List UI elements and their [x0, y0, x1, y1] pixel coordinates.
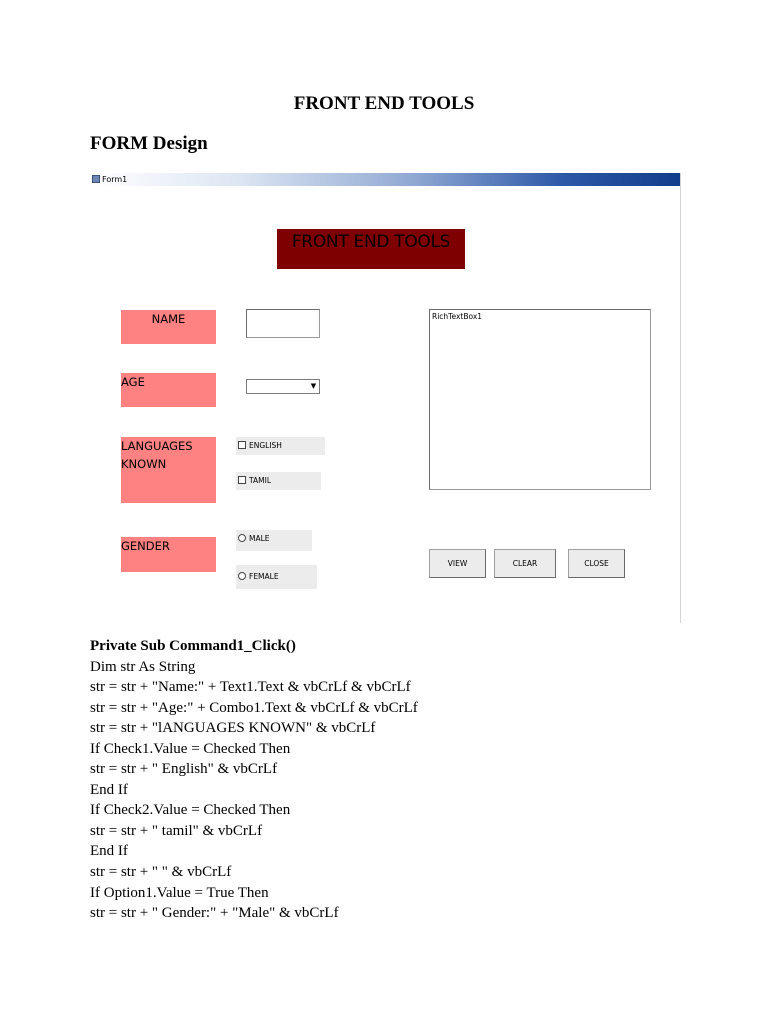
code-line: str = str + "Name:" + Text1.Text & vbCrLf & vbCrLf [90, 679, 411, 696]
checkbox-icon[interactable] [238, 476, 246, 484]
languages-label-line1: LANGUAGES [121, 439, 193, 453]
radio-male[interactable] [236, 530, 312, 551]
code-line: str = str + " tamil" & vbCrLf [90, 822, 263, 839]
code-line: str = str + "Age:" + Combo1.Text & vbCrLf & vbCrLf [90, 699, 418, 716]
name-label [121, 310, 216, 344]
gender-label [121, 537, 216, 572]
code-line: If Option1.Value = True Then [90, 884, 269, 901]
code-line: If Check1.Value = Checked Then [90, 740, 291, 757]
window-title: Form1 [102, 175, 128, 184]
languages-label [121, 437, 216, 503]
age-label [121, 373, 216, 407]
radio-male-label: MALE [249, 534, 270, 543]
code-listing [90, 636, 730, 924]
checkbox-icon[interactable] [238, 441, 246, 449]
radio-icon[interactable] [238, 572, 246, 580]
code-line: str = str + " " & vbCrLf [90, 864, 232, 881]
code-line: End If [90, 781, 128, 798]
languages-label-line2: KNOWN [121, 457, 167, 471]
code-line: str = str + " Gender:" + "Male" & vbCrLf [90, 905, 339, 922]
form-banner [277, 229, 465, 269]
vb-form-window [90, 173, 681, 623]
section-heading: FORM Design [90, 133, 208, 154]
form-banner-text: FRONT END TOOLS [291, 232, 451, 252]
checkbox-tamil[interactable] [236, 472, 321, 490]
document-title: FRONT END TOOLS [293, 93, 475, 114]
radio-female-label: FEMALE [249, 572, 279, 581]
age-combo[interactable] [246, 379, 320, 394]
radio-icon[interactable] [238, 534, 246, 542]
close-button[interactable]: CLOSE [568, 549, 625, 578]
name-label-text: NAME [151, 312, 186, 326]
checkbox-english-label: ENGLISH [249, 441, 282, 450]
clear-button[interactable]: CLEAR [494, 549, 556, 578]
richtextbox-content: RichTextBox1 [432, 312, 483, 321]
form-icon [92, 175, 100, 183]
window-titlebar[interactable] [90, 173, 680, 186]
chevron-down-icon[interactable]: ▼ [310, 382, 317, 390]
code-line: End If [90, 843, 128, 860]
checkbox-tamil-label: TAMIL [249, 476, 271, 485]
code-line: str = str + " English" & vbCrLf [90, 761, 278, 778]
checkbox-english[interactable] [236, 437, 325, 455]
age-label-text: AGE [121, 375, 145, 389]
code-line: Private Sub Command1_Click() [90, 638, 296, 654]
view-button[interactable]: VIEW [429, 549, 486, 578]
code-line: str = str + "lANGUAGES KNOWN" & vbCrLf [90, 720, 376, 737]
gender-label-text: GENDER [121, 539, 170, 553]
code-line: Dim str As String [90, 658, 196, 675]
name-input[interactable] [246, 309, 320, 338]
richtextbox[interactable] [429, 309, 651, 490]
radio-female[interactable] [236, 565, 317, 589]
code-line: If Check2.Value = Checked Then [90, 802, 291, 819]
